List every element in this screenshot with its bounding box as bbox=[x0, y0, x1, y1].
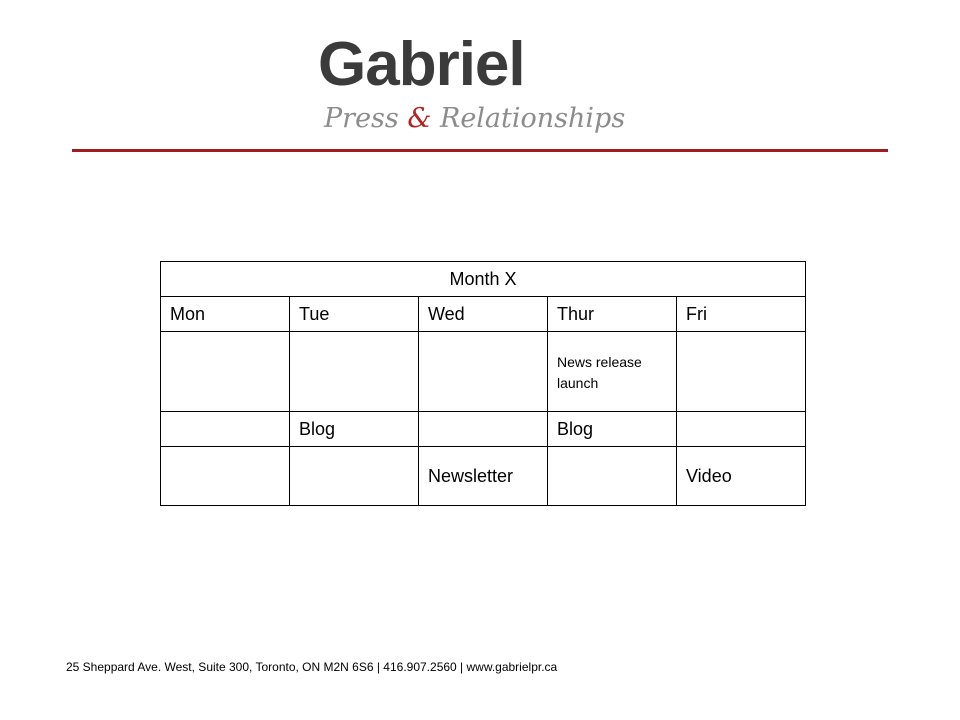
table-cell bbox=[161, 447, 290, 506]
logo-tagline-ampersand: & bbox=[407, 103, 432, 134]
day-header-fri: Fri bbox=[677, 297, 806, 332]
table-cell-blog: Blog bbox=[548, 412, 677, 447]
table-cell bbox=[419, 332, 548, 412]
month-header-row bbox=[161, 262, 806, 297]
table-row bbox=[161, 332, 806, 412]
weekday-header-row bbox=[161, 297, 806, 332]
logo-tagline bbox=[324, 104, 625, 134]
table-row bbox=[161, 447, 806, 506]
table-cell-video: Video bbox=[677, 447, 806, 506]
table-cell bbox=[677, 412, 806, 447]
footer-contact-info: 25 Sheppard Ave. West, Suite 300, Toronto, ON M2N 6S6 | 416.907.2560 | www.gabrielpr.ca bbox=[66, 660, 558, 674]
table-cell bbox=[677, 332, 806, 412]
table-cell bbox=[419, 412, 548, 447]
day-header-thur: Thur bbox=[548, 297, 677, 332]
day-header-wed: Wed bbox=[419, 297, 548, 332]
table-cell-newsletter: Newsletter bbox=[419, 447, 548, 506]
table-cell-blog: Blog bbox=[290, 412, 419, 447]
logo-tagline-press: Press bbox=[324, 103, 408, 134]
day-header-tue: Tue bbox=[290, 297, 419, 332]
table-cell bbox=[290, 332, 419, 412]
day-header-mon: Mon bbox=[161, 297, 290, 332]
table-cell bbox=[161, 332, 290, 412]
table-cell-news-release: News release launch bbox=[548, 332, 677, 412]
table-cell bbox=[548, 447, 677, 506]
gabriel-logo bbox=[318, 30, 626, 134]
content-calendar-table bbox=[160, 261, 806, 506]
logo-wordmark: Gabriel bbox=[318, 30, 525, 99]
table-cell bbox=[161, 412, 290, 447]
table-row bbox=[161, 412, 806, 447]
logo-tagline-relationships: Relationships bbox=[431, 103, 626, 134]
header-divider bbox=[72, 149, 888, 152]
month-title: Month X bbox=[161, 262, 806, 297]
table-cell bbox=[290, 447, 419, 506]
